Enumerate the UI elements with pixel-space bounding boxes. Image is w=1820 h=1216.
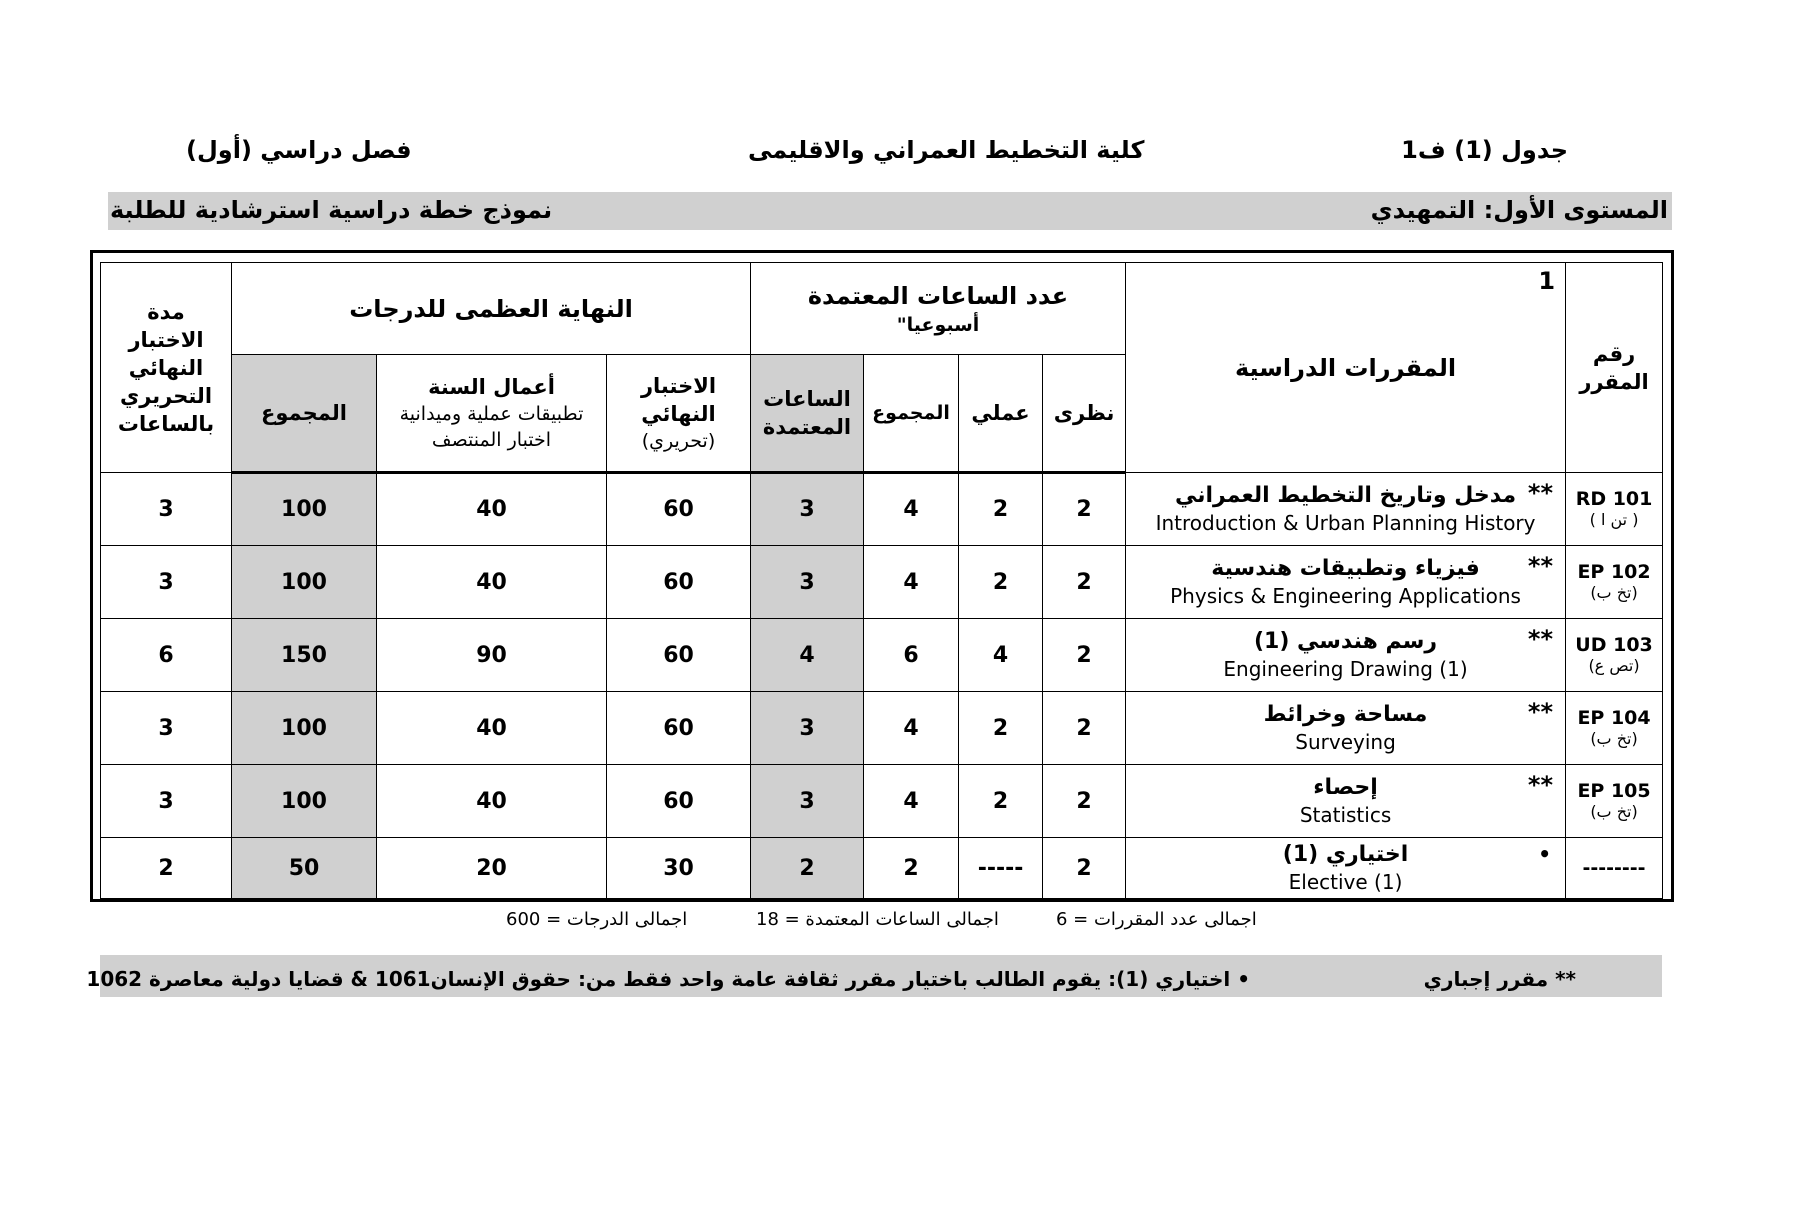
head-grades-group: النهاية العظمى للدرجات [232, 263, 751, 355]
semester-label: فصل دراسي (أول) [186, 136, 412, 164]
credit-cell: 3 [751, 765, 864, 838]
hours-total-cell: 4 [864, 765, 959, 838]
duration-cell: 3 [101, 546, 232, 619]
head-code: رقم المقرر [1566, 263, 1663, 473]
credit-cell: 3 [751, 473, 864, 546]
college-name: كلية التخطيط العمراني والاقليمى [748, 136, 1145, 164]
theory-cell: 2 [1043, 473, 1126, 546]
table-label: جدول (1) ف1 [1401, 136, 1568, 164]
theory-cell: 2 [1043, 619, 1126, 692]
course-name-cell: • اختياري (1) Elective (1) [1126, 838, 1566, 899]
hours-total-cell: 4 [864, 473, 959, 546]
grades-total-cell: 100 [232, 692, 377, 765]
duration-cell: 3 [101, 692, 232, 765]
grades-total-cell: 150 [232, 619, 377, 692]
final-cell: 60 [607, 765, 751, 838]
mandatory-mark: ** [1527, 698, 1554, 726]
table-row [101, 692, 1663, 765]
total-credit-hours: اجمالى الساعات المعتمدة = 18 [756, 909, 999, 930]
course-name-cell: ** فيزياء وتطبيقات هندسية Physics & Engineering Applications [1126, 546, 1566, 619]
mandatory-mark: ** [1527, 625, 1554, 653]
hours-total-cell: 2 [864, 838, 959, 899]
mandatory-mark: ** [1527, 552, 1554, 580]
final-cell: 60 [607, 546, 751, 619]
hours-total-cell: 6 [864, 619, 959, 692]
table-row [101, 619, 1663, 692]
practical-cell: 2 [959, 473, 1043, 546]
duration-cell: 6 [101, 619, 232, 692]
study-plan-table [100, 262, 1663, 899]
theory-cell: 2 [1043, 838, 1126, 899]
final-cell: 60 [607, 692, 751, 765]
course-code-cell: RD 101 ( تن ا ) [1566, 473, 1663, 546]
head-theory: نظرى [1043, 355, 1126, 473]
practical-cell: 2 [959, 765, 1043, 838]
course-code-cell: EP 102 (تخ ب) [1566, 546, 1663, 619]
duration-cell: 3 [101, 473, 232, 546]
mandatory-legend: ** مقرر إجباري [1423, 967, 1576, 991]
model-label: نموذج خطة دراسية استرشادية للطلبة [110, 196, 553, 224]
course-name-cell: ** مدخل وتاريخ التخطيط العمراني Introduction & Urban Planning History [1126, 473, 1566, 546]
year-work-cell: 90 [377, 619, 607, 692]
course-name-cell: ** مساحة وخرائط Surveying [1126, 692, 1566, 765]
head-year-work: أعمال السنة تطبيقات عملية وميدانية اختبار المنتصف [377, 355, 607, 473]
head-grades-total: المجموع [232, 355, 377, 473]
course-name-cell: ** رسم هندسي (1) Engineering Drawing (1) [1126, 619, 1566, 692]
practical-cell: 2 [959, 692, 1043, 765]
table-row [101, 838, 1663, 899]
theory-cell: 2 [1043, 765, 1126, 838]
table-row [101, 473, 1663, 546]
course-code-cell: EP 105 (تخ ب) [1566, 765, 1663, 838]
head-exam-duration: مدة الاختبار النهائي التحريري بالساعات [101, 263, 232, 473]
mandatory-mark: ** [1527, 479, 1554, 507]
credit-cell: 3 [751, 692, 864, 765]
head-hours-total: المجموع [864, 355, 959, 473]
practical-cell: 4 [959, 619, 1043, 692]
year-work-cell: 40 [377, 765, 607, 838]
duration-cell: 2 [101, 838, 232, 899]
course-code-cell: EP 104 (تخ ب) [1566, 692, 1663, 765]
practical-cell: 2 [959, 546, 1043, 619]
level-label: المستوى الأول: التمهيدي [1370, 196, 1668, 224]
elective-note: • اختياري (1): يقوم الطالب باختيار مقرر ثقافة عامة واحد فقط من: حقوق الإنسان1061 & قضايا دولية معاصرة 1062 [86, 967, 1250, 991]
total-courses: اجمالى عدد المقررات = 6 [1056, 909, 1257, 930]
table-row [101, 765, 1663, 838]
credit-cell: 4 [751, 619, 864, 692]
credit-cell: 2 [751, 838, 864, 899]
course-name-cell: ** إحصاء Statistics [1126, 765, 1566, 838]
year-work-cell: 40 [377, 546, 607, 619]
grades-total-cell: 50 [232, 838, 377, 899]
grades-total-cell: 100 [232, 546, 377, 619]
corner-number: 1 [1538, 267, 1556, 295]
head-courses: 1 المقررات الدراسية [1126, 263, 1566, 473]
final-cell: 60 [607, 619, 751, 692]
total-grades: اجمالى الدرجات = 600 [506, 909, 688, 930]
duration-cell: 3 [101, 765, 232, 838]
mandatory-mark: ** [1527, 771, 1554, 799]
elective-mark: • [1538, 842, 1552, 866]
theory-cell: 2 [1043, 546, 1126, 619]
head-final-exam: الاختبار النهائي (تحريري) [607, 355, 751, 473]
year-work-cell: 40 [377, 692, 607, 765]
final-cell: 60 [607, 473, 751, 546]
practical-cell: ----- [959, 838, 1043, 899]
year-work-cell: 20 [377, 838, 607, 899]
grades-total-cell: 100 [232, 473, 377, 546]
hours-total-cell: 4 [864, 692, 959, 765]
year-work-cell: 40 [377, 473, 607, 546]
theory-cell: 2 [1043, 692, 1126, 765]
head-credit-hours: الساعات المعتمدة [751, 355, 864, 473]
hours-total-cell: 4 [864, 546, 959, 619]
head-practical: عملي [959, 355, 1043, 473]
table-row [101, 546, 1663, 619]
head-hours-group: عدد الساعات المعتمدة أسبوعيا" [751, 263, 1126, 355]
course-code-cell: -------- [1566, 838, 1663, 899]
grades-total-cell: 100 [232, 765, 377, 838]
course-code-cell: UD 103 (تص ع) [1566, 619, 1663, 692]
final-cell: 30 [607, 838, 751, 899]
credit-cell: 3 [751, 546, 864, 619]
